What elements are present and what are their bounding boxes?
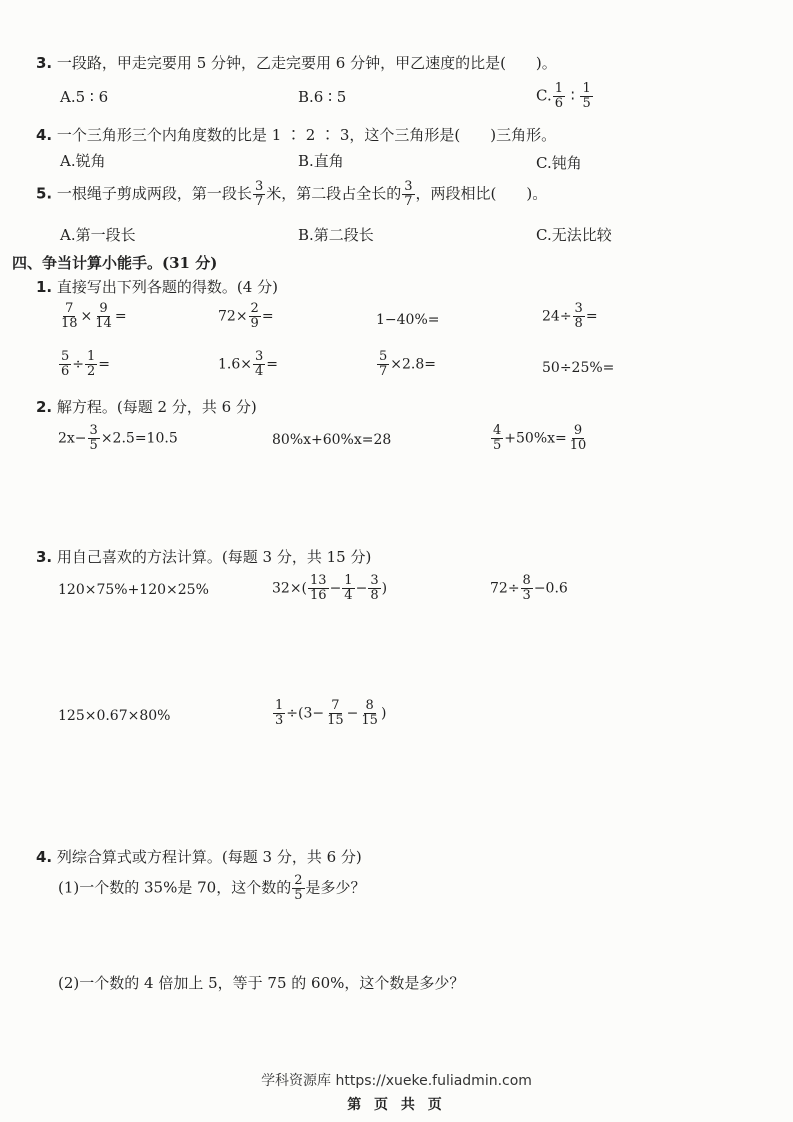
fraction: $\frac{3}{7}$ [404,179,413,209]
question-text: 直接写出下列各题的得数。(4 分) [56,278,278,296]
question-text: 米，第二段占全长的 [266,184,402,203]
question-text: 用自己喜欢的方法计算。(每题 3 分，共 15 分) [56,548,372,566]
question-number: 2. [36,398,53,416]
calc-expression: 125×0.67×80% [58,708,171,724]
question-text: 解方程。(每题 2 分，共 6 分) [56,398,257,416]
question-3 [36,52,557,73]
equation: 80%x+60%x=28 [272,432,392,448]
question-text: 一个三角形三个内角度数的比是 1 ∶ 2 ∶ 3，这个三角形是( )三角形。 [56,126,557,144]
question-text: ，两段相比( )。 [415,184,548,203]
equation: $\frac{4}{5}$ +50%x= $\frac{9}{10}$ [493,423,587,453]
footer-site: 学科资源库 https://xueke.fuliadmin.com [261,1073,532,1089]
subquestion-1 [36,276,278,297]
calc-expression: $\frac{1}{3}$ ÷(3− $\frac{7}{15}$ − $\frac{8}{15}$ ) [275,698,387,728]
equation: 2x− $\frac{3}{5}$ ×2.5=10.5 [58,423,178,453]
subquestion-2 [36,396,257,417]
expression: 50÷25%= [542,360,615,376]
question-number: 5. [36,184,53,203]
question-text: 一根绳子剪成两段，第一段长 [56,184,252,203]
question-5 [36,180,547,209]
question-text: 列综合算式或方程计算。(每题 3 分，共 6 分) [56,848,362,866]
fraction: $\frac{1}{6}$ [554,81,563,111]
calc-expression: 120×75%+120×25% [58,582,209,598]
option-c[interactable]: C.无法比较 [536,226,612,244]
expression: 24÷ $\frac{3}{8}$ = [542,301,598,331]
option-prefix: C. [536,86,552,105]
option-a[interactable]: A.锐角 [60,152,106,170]
option-a[interactable]: A.第一段长 [60,226,136,244]
calc-expression: 72÷ $\frac{8}{3}$ −0.6 [490,573,568,603]
option-b[interactable]: B.6 ∶ 5 [298,88,347,106]
option-b[interactable]: B.直角 [298,152,344,170]
expression: 72× $\frac{2}{9}$ = [218,301,274,331]
question-number: 3. [36,548,53,566]
expression: $\frac{5}{6}$ ÷ $\frac{1}{2}$ = [61,349,111,379]
question-number: 1. [36,278,53,296]
question-number: 4. [36,126,53,144]
word-problem-2: (2)一个数的 4 倍加上 5，等于 75 的 60%，这个数是多少？ [58,974,465,992]
subquestion-4 [36,846,362,867]
expression: $\frac{5}{7}$ ×2.8= [379,349,437,379]
option-c[interactable] [536,82,594,111]
option-c[interactable]: C.钝角 [536,154,582,172]
subquestion-3 [36,546,371,567]
page-number: 第 页 共 页 [347,1097,446,1113]
section-title: 四、争当计算小能手。(31 分) [12,254,218,272]
fraction: $\frac{1}{5}$ [582,81,591,111]
calc-expression: 32×( $\frac{13}{16}$ − $\frac{1}{4}$ − $\frac{3}{8}$ ) [272,573,388,603]
question-4 [36,124,556,145]
ratio-sign: ∶ [570,86,575,105]
option-b[interactable]: B.第二段长 [298,226,374,244]
expression: 1.6× $\frac{3}{4}$ = [218,349,279,379]
expression: $\frac{7}{18}$ × $\frac{9}{14}$ = [61,301,127,331]
fraction: $\frac{3}{7}$ [254,179,264,209]
question-number: 4. [36,848,53,866]
word-problem-1: (1)一个数的 35%是 70，这个数的 $\frac{2}{5}$ 是多少？ [58,873,366,903]
question-text: 一段路，甲走完要用 5 分钟，乙走完要用 6 分钟，甲乙速度的比是( )。 [56,54,557,72]
expression: 1−40%= [376,312,440,328]
option-a[interactable]: A.5 ∶ 6 [60,88,109,106]
question-number: 3. [36,54,53,72]
